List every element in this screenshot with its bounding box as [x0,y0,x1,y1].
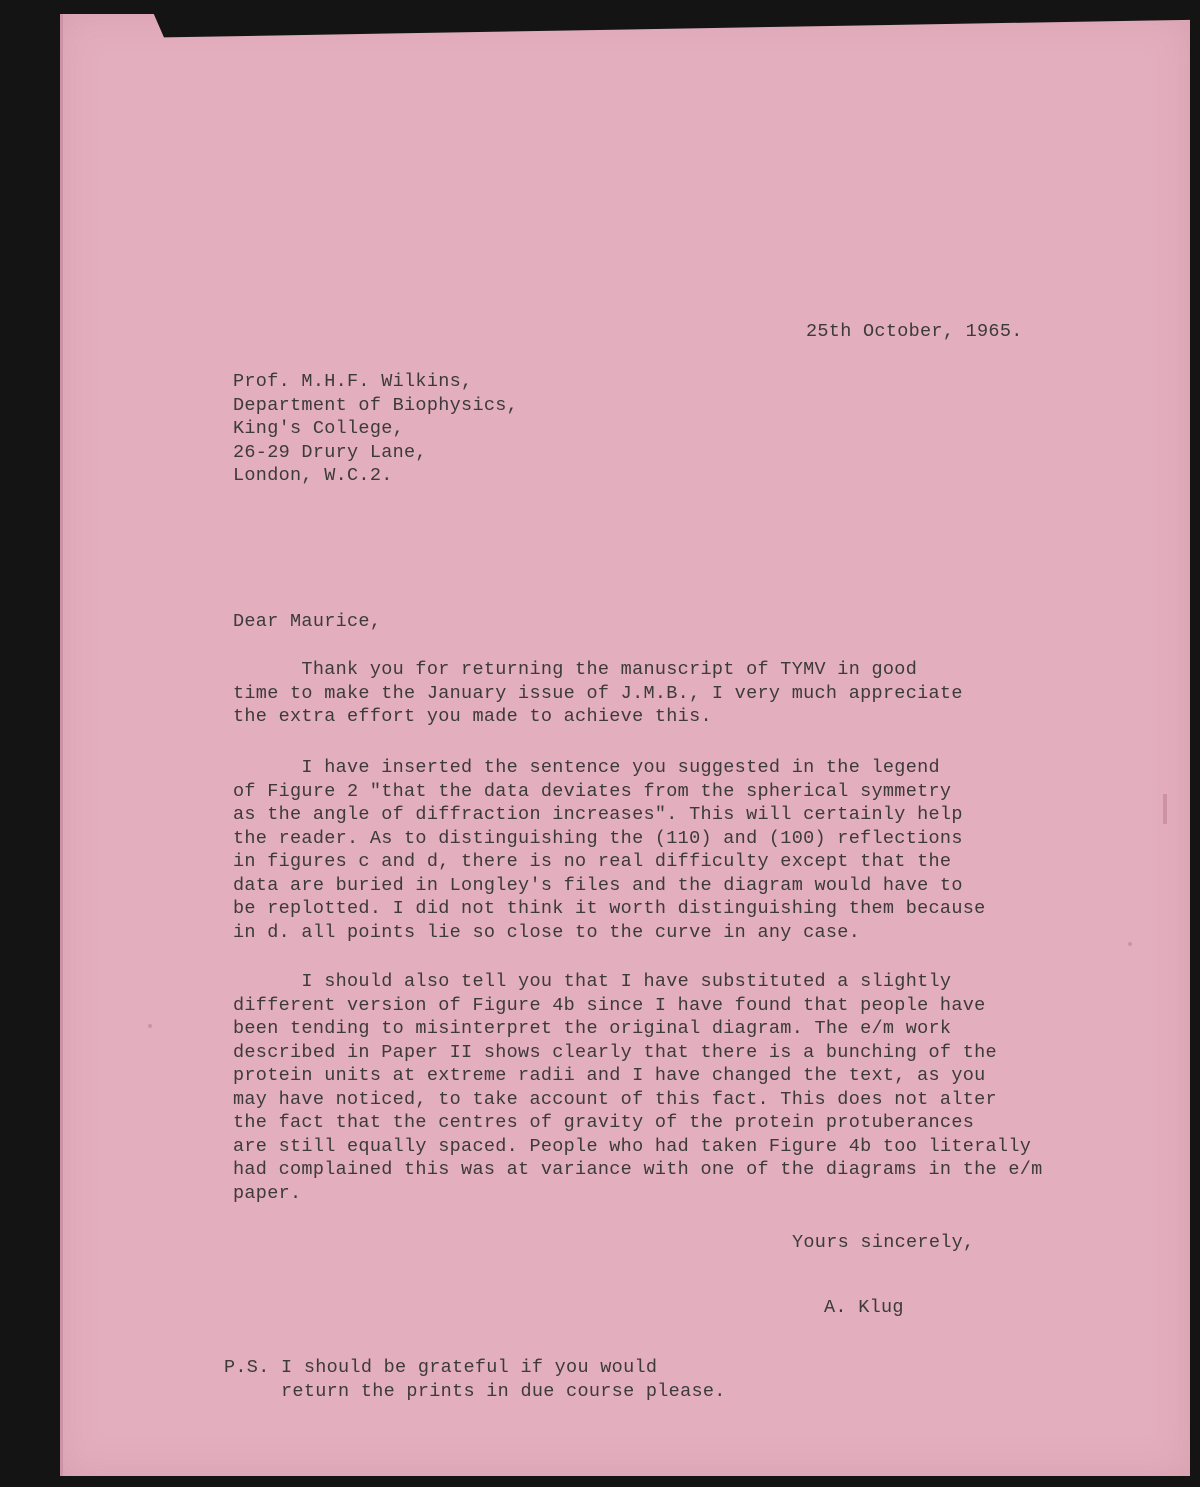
text-line: are still equally spaced. People who had taken Figure 4b too literally [233,1135,1032,1157]
salutation: Dear Maurice, [233,611,382,632]
text-line: different version of Figure 4b since I have found that people have [233,994,986,1016]
address-line: London, W.C.2. [233,465,393,486]
text-line: may have noticed, to take account of this fact. This does not alter [233,1088,997,1110]
recipient-address [233,370,518,488]
text-line: as the angle of diffraction increases". This will certainly help [233,804,963,825]
paragraph-1 [233,658,963,729]
text-line: described in Paper II shows clearly that there is a bunching of the [233,1041,997,1063]
paper-speck [148,1024,152,1028]
paragraph-2 [233,756,986,944]
address-line: Department of Biophysics, [233,394,519,416]
text-line: of Figure 2 "that the data deviates from the spherical symmetry [233,780,952,802]
letter-date: 25th October, 1965. [806,321,1023,342]
text-line: in d. all points lie so close to the curve in any case. [233,921,861,943]
text-line: the fact that the centres of gravity of the protein protuberances [233,1112,975,1133]
text-line: the reader. As to distinguishing the (110) and (100) reflections [233,827,963,849]
paper-speck [1163,794,1167,824]
closing: Yours sincerely, [792,1232,975,1253]
text-line: protein units at extreme radii and I have changed the text, as you [233,1065,986,1086]
address-line: King's College, [233,418,405,439]
text-line: data are buried in Longley's files and the diagram would have to [233,874,963,896]
text-line: P.S. I should be grateful if you would [224,1357,658,1378]
paper-edge-shadow [60,14,63,1476]
text-line: I should also tell you that I have substituted a slightly [233,971,952,992]
paper-speck [1128,942,1132,946]
text-line: time to make the January issue of J.M.B., I very much appreciate [233,682,963,704]
postscript [224,1356,726,1403]
text-line: been tending to misinterpret the original diagram. The e/m work [233,1018,952,1039]
address-line: 26-29 Drury Lane, [233,441,427,463]
text-line: I have inserted the sentence you suggested in the legend [233,757,940,778]
text-line: in figures c and d, there is no real difficulty except that the [233,851,952,872]
paper-sheet [60,14,1190,1476]
text-line: had complained this was at variance with one of the diagrams in the e/m [233,1159,1043,1180]
address-line: Prof. M.H.F. Wilkins, [233,371,473,392]
text-line: Thank you for returning the manuscript of TYMV in good [233,659,918,680]
text-line: return the prints in due course please. [224,1380,726,1402]
text-line: the extra effort you made to achieve this. [233,706,712,727]
signature: A. Klug [824,1297,904,1318]
paragraph-3 [233,970,1043,1205]
text-line: paper. [233,1182,302,1204]
text-line: be replotted. I did not think it worth distinguishing them because [233,898,986,919]
